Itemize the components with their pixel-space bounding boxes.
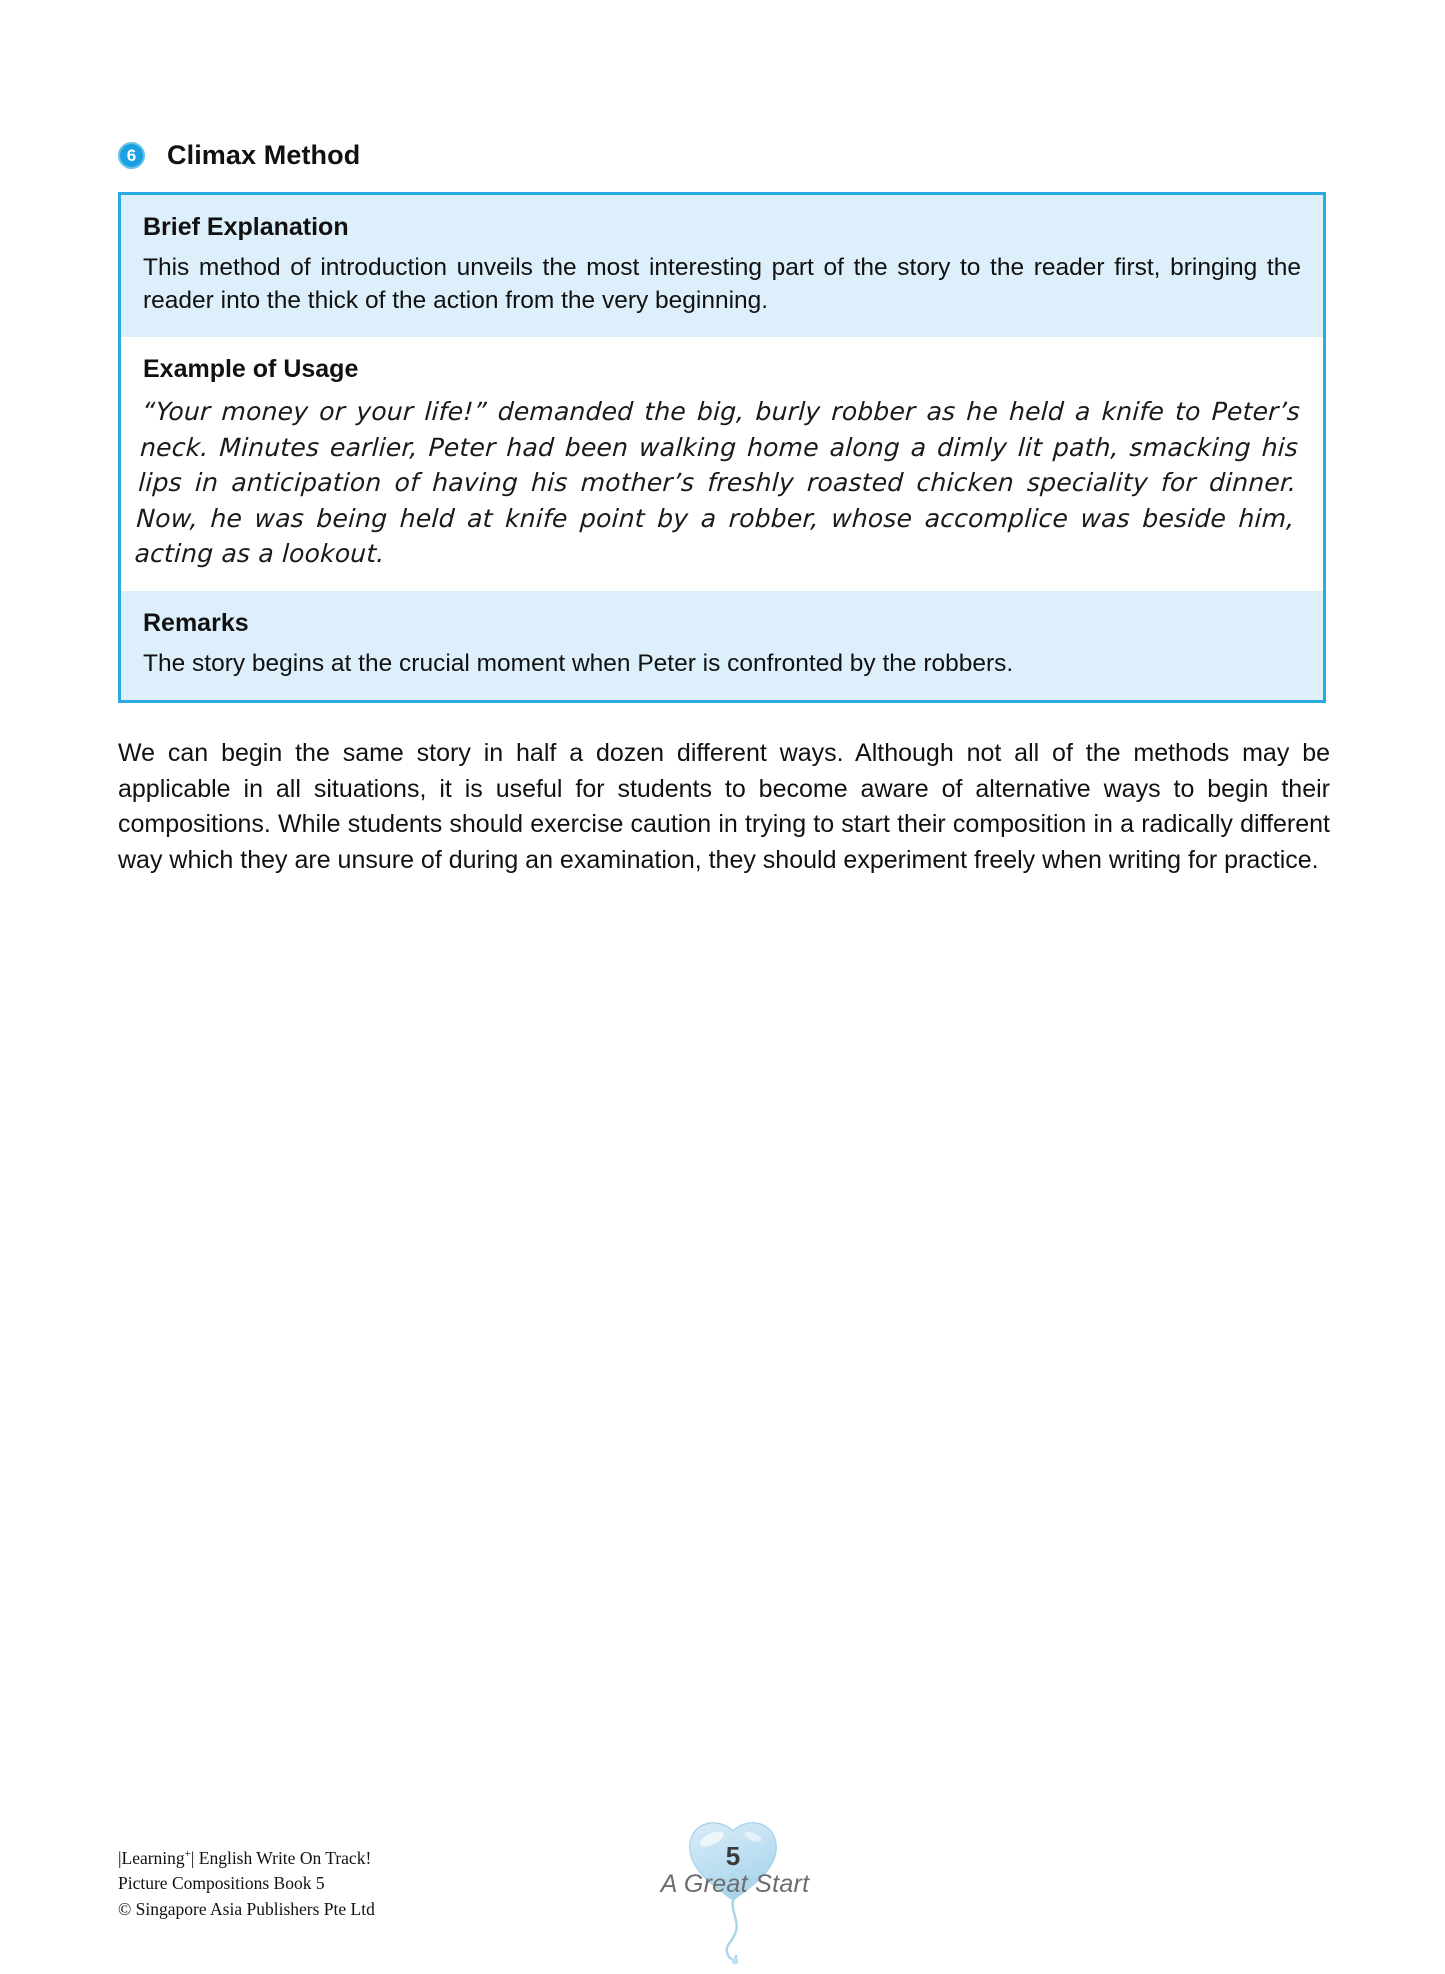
footer-series-superscript: + [184, 1848, 191, 1861]
footer-tagline: A Great Start [660, 1870, 810, 1898]
footer-copyright: © Singapore Asia Publishers Pte Ltd [118, 1898, 375, 1919]
brief-explanation-section [121, 195, 1323, 337]
remarks-section [121, 591, 1323, 700]
body-paragraph: We can begin the same story in half a dozen different ways. Although not all of the methods may be applicable in all situations, it is useful for students to become aware of alternative ways to begin their compositions. While students should exercise caution in trying to start their composition in a radically different way which they are unsure of during an examination, they should experiment freely when writing for practice. [118, 739, 1330, 874]
brief-explanation-text: This method of introduction unveils the most interesting part of the story to the reader first, bringing the reader into the thick of the action from the very beginning. [143, 254, 1301, 315]
method-info-box [118, 192, 1326, 703]
footer-credits [118, 1846, 375, 1922]
section-number-badge: 6 [118, 142, 145, 169]
page-title: Climax Method [167, 140, 361, 170]
brief-explanation-title: Brief Explanation [143, 213, 349, 241]
footer-series-line [118, 1846, 375, 1871]
example-of-usage-text: “Your money or your life!” demanded the big, burly robber as he held a knife to Peter’s neck. Minutes earlier, Peter had been walking home along a dimly lit path, smacking his lips in anticipation of having his mother’s freshly roasted chicken speciality for dinner. Now, he was being held at knife point by a robber, whose accomplice was beside him, acting as a lookout. [133, 396, 1301, 568]
footer-series-suffix: | English Write On Track! [190, 1848, 372, 1868]
remarks-title: Remarks [143, 609, 249, 638]
footer-series-prefix: |Learning [118, 1848, 185, 1868]
example-of-usage-title: Example of Usage [143, 355, 359, 384]
page-number: 5 [725, 1841, 741, 1871]
footer-book-title: Picture Compositions Book 5 [118, 1873, 325, 1894]
example-of-usage-section [121, 337, 1323, 591]
footer-balloon [650, 1812, 890, 1972]
remarks-text: The story begins at the crucial moment when Peter is confronted by the robbers. [143, 650, 1014, 678]
section-heading [118, 140, 360, 171]
